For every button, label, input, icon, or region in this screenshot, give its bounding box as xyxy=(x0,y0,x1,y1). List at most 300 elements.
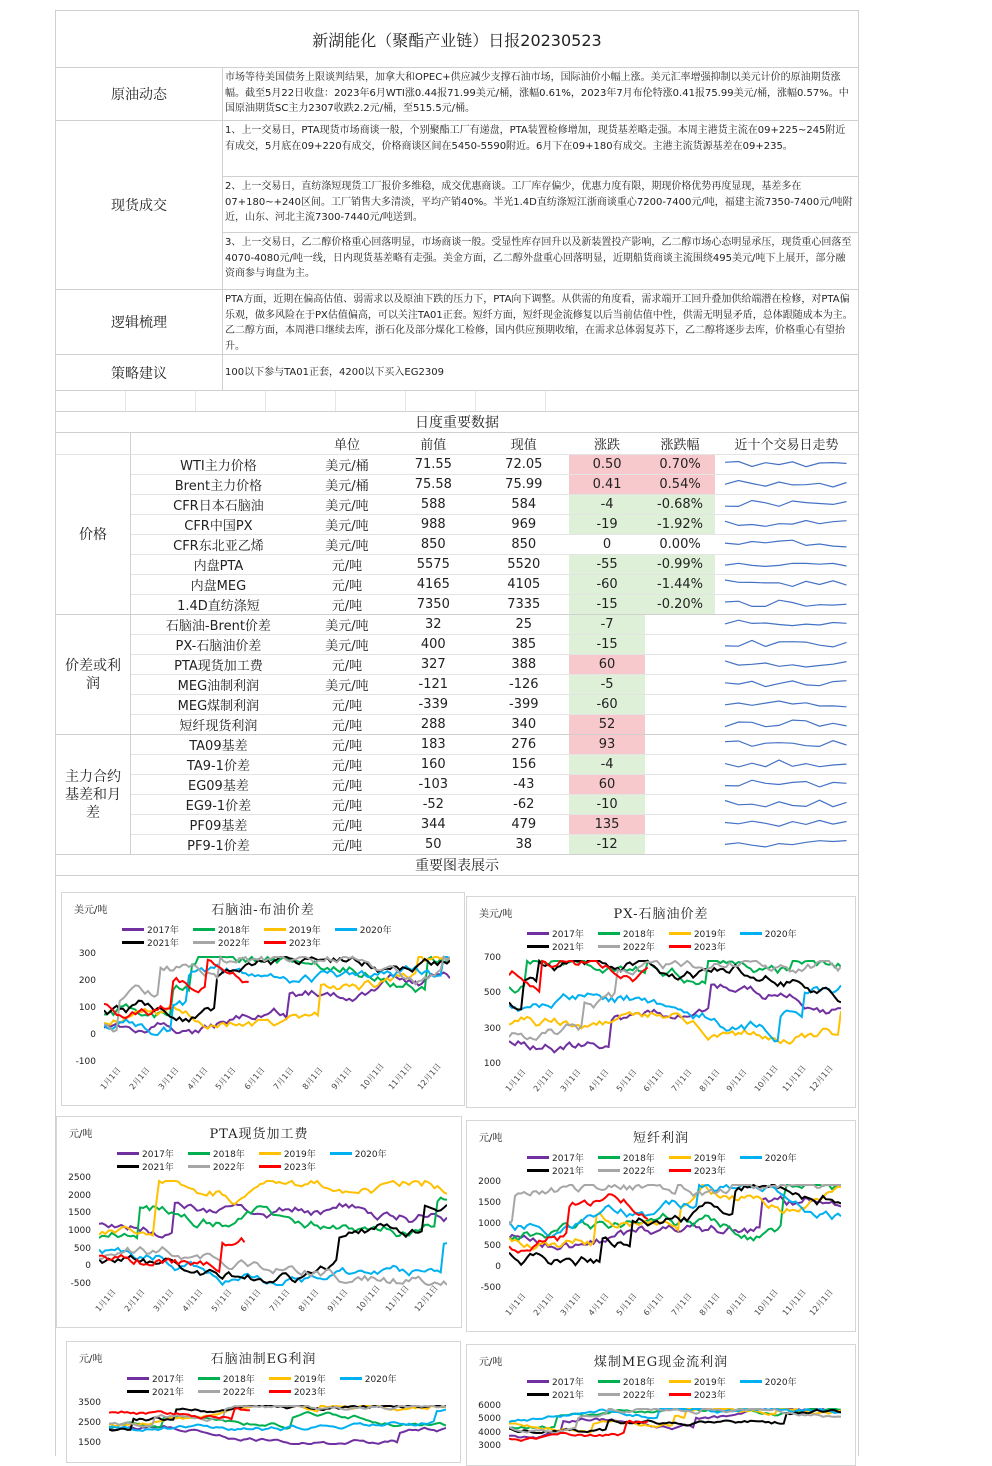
y-tick-label: -500 xyxy=(480,1283,501,1293)
y-tick-label: 2000 xyxy=(478,1177,501,1187)
x-tick-label: 1月1日 xyxy=(98,1065,123,1092)
metric-unit: 元/吨 xyxy=(306,835,388,855)
table-row xyxy=(56,675,858,695)
curr-value: 5520 xyxy=(479,555,569,575)
prev-value: -103 xyxy=(388,775,478,795)
sparkline-path xyxy=(725,780,847,787)
legend-swatch xyxy=(193,941,215,944)
change-pct xyxy=(645,795,715,815)
x-tick-label: 3月1日 xyxy=(559,1067,583,1094)
change-pct: -0.68% xyxy=(645,495,715,515)
legend-item xyxy=(330,1147,387,1160)
legend-label: 2017年 xyxy=(142,1150,174,1160)
legend-label: 2022年 xyxy=(622,1167,655,1177)
y-tick-label: 700 xyxy=(483,953,501,963)
change-value: -7 xyxy=(569,615,645,635)
chart-panel xyxy=(61,892,465,1106)
legend-label: 2023年 xyxy=(283,1163,316,1173)
x-tick-label: 1月1日 xyxy=(503,1291,528,1318)
curr-value: -399 xyxy=(479,695,569,715)
trend-sparkline xyxy=(715,515,858,535)
curr-value: 340 xyxy=(479,715,569,735)
metric-name: Brent主力价格 xyxy=(131,475,306,495)
chart-title: 石脑油-布油价差 xyxy=(211,903,315,918)
metric-unit: 元/吨 xyxy=(306,815,388,835)
spacer-row xyxy=(56,391,858,412)
curr-value: 7335 xyxy=(479,595,569,615)
legend-item xyxy=(598,940,655,953)
chart-title: PTA现货加工费 xyxy=(209,1127,309,1142)
metric-unit: 美元/桶 xyxy=(306,455,388,475)
change-pct xyxy=(645,735,715,755)
table-row xyxy=(56,575,858,595)
legend-swatch xyxy=(122,941,144,944)
y-tick-label: 500 xyxy=(73,1243,91,1254)
legend-label: 2020年 xyxy=(359,926,392,936)
metric-name: 内盘MEG xyxy=(131,575,306,595)
legend-item xyxy=(740,1151,797,1164)
curr-value: -126 xyxy=(479,675,569,695)
metric-unit: 美元/吨 xyxy=(306,615,388,635)
prev-value: 344 xyxy=(388,815,478,835)
y-tick-label: 1500 xyxy=(478,1198,501,1209)
x-tick-label: 9月1日 xyxy=(329,1065,354,1092)
legend-label: 2017年 xyxy=(152,1375,184,1385)
legend-label: 2017年 xyxy=(147,926,179,936)
change-value: 60 xyxy=(569,655,645,675)
legend-label: 2023年 xyxy=(293,1388,326,1398)
legend-swatch xyxy=(598,1169,620,1172)
legend-swatch xyxy=(269,1377,291,1380)
y-tick-label: 3500 xyxy=(78,1398,101,1408)
y-tick-label: 1500 xyxy=(78,1438,101,1448)
legend-swatch xyxy=(669,1380,691,1383)
y-tick-label: -500 xyxy=(70,1279,91,1289)
legend-label: 2022年 xyxy=(212,1163,245,1173)
x-tick-label: 1月1日 xyxy=(93,1287,118,1314)
legend-label: 2022年 xyxy=(622,1391,655,1401)
change-value: -4 xyxy=(569,495,645,515)
metric-unit: 美元/吨 xyxy=(306,515,388,535)
legend-label: 2020年 xyxy=(354,1150,387,1160)
change-value: -55 xyxy=(569,555,645,575)
y-tick-label: 1000 xyxy=(68,1226,91,1236)
y-tick-label: 5000 xyxy=(478,1414,501,1425)
spot-meg-text: 3、上一交易日，乙二醇价格重心回落明显，市场商谈一般。受显性库存回升以及新装置投产影响，乙二醇市场心态明显承压，现货重心回落至4070-4080元/吨一线，日内现货基差略有走强。美金方面，乙二醇外盘重心回落明显，近期船货商谈主流围绕495美元/吨下上展开，部分融资商参与询盘为主。 xyxy=(225,237,852,279)
col-curr: 现值 xyxy=(479,433,569,455)
curr-value: 75.99 xyxy=(479,475,569,495)
legend-label: 2021年 xyxy=(142,1163,174,1173)
trend-sparkline xyxy=(715,695,858,715)
y-tick-label: 4000 xyxy=(478,1427,501,1438)
strategy-section xyxy=(56,355,858,391)
legend-item xyxy=(527,940,584,953)
change-pct xyxy=(645,675,715,695)
prev-value: 327 xyxy=(388,655,478,675)
legend-item xyxy=(127,1372,184,1385)
change-value: 93 xyxy=(569,735,645,755)
change-pct xyxy=(645,655,715,675)
x-tick-label: 5月1日 xyxy=(614,1291,639,1318)
change-value: -60 xyxy=(569,575,645,595)
metric-unit: 元/吨 xyxy=(306,695,388,715)
change-value: -10 xyxy=(569,795,645,815)
table-row xyxy=(56,595,858,615)
legend-swatch xyxy=(527,1169,549,1172)
legend-label: 2019年 xyxy=(693,930,726,940)
trend-sparkline xyxy=(715,755,858,775)
legend-item xyxy=(127,1385,184,1398)
prev-value: 75.58 xyxy=(388,475,478,495)
legend-swatch xyxy=(598,1393,620,1396)
legend-item xyxy=(527,1151,584,1164)
legend-swatch xyxy=(598,1156,620,1159)
change-value: 60 xyxy=(569,775,645,795)
x-tick-label: 12月1日 xyxy=(412,1283,440,1314)
legend-item xyxy=(340,1372,397,1385)
trend-sparkline xyxy=(715,615,858,635)
legend-label: 2017年 xyxy=(552,1378,584,1388)
chart-title: PX-石脑油价差 xyxy=(613,907,709,922)
x-tick-label: 8月1日 xyxy=(300,1065,325,1092)
y-tick-label: 6000 xyxy=(478,1401,501,1411)
x-tick-label: 8月1日 xyxy=(296,1287,321,1314)
metric-unit: 元/吨 xyxy=(306,655,388,675)
change-pct xyxy=(645,715,715,735)
chart-unit: 元/吨 xyxy=(69,1129,93,1140)
x-tick-label: 11月1日 xyxy=(387,1061,415,1092)
y-tick-label: 300 xyxy=(483,1023,501,1034)
metric-unit: 元/吨 xyxy=(306,575,388,595)
group-label: 价格 xyxy=(56,455,131,615)
daily-data-title: 日度重要数据 xyxy=(56,412,858,433)
metric-name: MEG油制利润 xyxy=(131,675,306,695)
legend-swatch xyxy=(117,1152,139,1155)
curr-value: 850 xyxy=(479,535,569,555)
daily-data-table xyxy=(56,433,858,855)
series-line-2018 xyxy=(104,957,450,1017)
daily-header-row xyxy=(56,433,858,455)
legend-swatch xyxy=(188,1152,210,1155)
y-tick-label: 1500 xyxy=(68,1208,91,1219)
legend-item xyxy=(527,1388,584,1401)
chart-panel xyxy=(466,896,856,1108)
series-line-2021 xyxy=(99,1205,447,1283)
legend-label: 2023年 xyxy=(693,1167,726,1177)
trend-sparkline xyxy=(715,455,858,475)
metric-name: MEG煤制利润 xyxy=(131,695,306,715)
legend-swatch xyxy=(740,1380,762,1383)
sparkline-path xyxy=(725,600,847,606)
trend-sparkline xyxy=(715,535,858,555)
sparkline-path xyxy=(725,840,847,846)
metric-name: 石脑油-Brent价差 xyxy=(131,615,306,635)
change-value: 0.41 xyxy=(569,475,645,495)
legend-label: 2017年 xyxy=(552,1154,584,1164)
x-tick-label: 3月1日 xyxy=(156,1065,181,1092)
prev-value: 50 xyxy=(388,835,478,855)
table-row xyxy=(56,515,858,535)
legend-label: 2019年 xyxy=(693,1154,726,1164)
legend-item xyxy=(669,1151,726,1164)
sparkline-path xyxy=(725,480,847,487)
metric-unit: 美元/吨 xyxy=(306,635,388,655)
change-value: -4 xyxy=(569,755,645,775)
chart-unit: 元/吨 xyxy=(479,1357,503,1368)
x-tick-label: 6月1日 xyxy=(238,1287,263,1314)
legend-swatch xyxy=(527,1393,549,1396)
y-tick-label: 2500 xyxy=(68,1173,91,1183)
trend-sparkline xyxy=(715,675,858,695)
change-pct xyxy=(645,635,715,655)
table-row xyxy=(56,455,858,475)
metric-unit: 元/吨 xyxy=(306,735,388,755)
change-value: -5 xyxy=(569,675,645,695)
trend-sparkline xyxy=(715,775,858,795)
metric-unit: 元/吨 xyxy=(306,715,388,735)
crude-text: 市场等待美国债务上限谈判结果，加拿大和OPEC+供应减少支撑石油市场，国际油价小幅上涨。美元汇率增强抑制以美元计价的原油期货涨幅。截至5月22日收盘：2023年6月WTI涨0.44报71.99美元/桶，涨幅0.61%，2023年7月布伦特涨0.41报75.99美元/桶，涨幅0.57%。中国原油期货SC主力2307收跌2.2元/桶，至515.5元/桶。 xyxy=(225,72,849,114)
logic-section xyxy=(56,290,858,355)
x-tick-label: 9月1日 xyxy=(725,1067,749,1094)
trend-sparkline xyxy=(715,495,858,515)
legend-label: 2020年 xyxy=(764,930,797,940)
legend-swatch xyxy=(669,1156,691,1159)
legend-swatch xyxy=(340,1377,362,1380)
x-tick-label: 4月1日 xyxy=(586,1067,611,1094)
metric-name: CFR中国PX xyxy=(131,515,306,535)
legend-item xyxy=(117,1147,174,1160)
logic-text: PTA方面，近期在偏高估值、弱需求以及原油下跌的压力下，PTA向下调整。从供需的角度看，需求端开工回升叠加供给端潜在检修，对PTA偏乐观，做多风险在于PX估值偏高，可以关注TA01正套。短纤方面，短纤现金流修复以后当前估值中性，供需无明显矛盾，总体跟随成本为主。乙二醇方面，本周港口继续去库，浙石化及部分煤化工检修，国内供应预期收缩，在需求总体弱复苏下，乙二醇将逐步去库，价格重心有望抬升。 xyxy=(225,294,853,352)
change-pct xyxy=(645,835,715,855)
y-tick-label: 100 xyxy=(483,1059,501,1069)
legend-item xyxy=(198,1385,255,1398)
curr-value: 72.05 xyxy=(479,455,569,475)
legend-swatch xyxy=(527,1380,549,1383)
chart-legend xyxy=(527,927,845,953)
legend-item xyxy=(527,1164,584,1177)
legend-swatch xyxy=(264,928,286,931)
sparkline-path xyxy=(725,640,847,647)
x-tick-label: 5月1日 xyxy=(614,1067,639,1094)
change-pct: 0.70% xyxy=(645,455,715,475)
curr-value: 388 xyxy=(479,655,569,675)
chart-legend xyxy=(117,1147,451,1173)
legend-swatch xyxy=(198,1377,220,1380)
legend-label: 2018年 xyxy=(622,1378,655,1388)
change-pct: -0.99% xyxy=(645,555,715,575)
prev-value: 7350 xyxy=(388,595,478,615)
sparkline-path xyxy=(725,461,847,466)
sparkline-path xyxy=(725,760,847,767)
trend-sparkline xyxy=(715,815,858,835)
change-pct xyxy=(645,815,715,835)
metric-name: 1.4D直纺涤短 xyxy=(131,595,306,615)
series-line-2023 xyxy=(509,961,648,992)
spot-pf-text: 2、上一交易日，直纺涤短现货工厂报价多维稳，成交优惠商谈。工厂库存偏少，优惠力度有限，期现价格优势再度显现，基差多在07+180~+240区间。工厂销售大多清淡，平均产销40%。半光1.4D直纺涤短江浙商谈重心7200-7400元/吨，福建主流7350-7400元/吨附近，山东、河北主流7300-7440元/吨送到。 xyxy=(223,177,858,233)
legend-swatch xyxy=(740,932,762,935)
legend-item xyxy=(669,940,726,953)
legend-swatch xyxy=(198,1390,220,1393)
change-pct: -1.92% xyxy=(645,515,715,535)
series-line-2020 xyxy=(99,1243,447,1285)
chart-unit: 美元/吨 xyxy=(479,909,513,920)
change-value: -19 xyxy=(569,515,645,535)
trend-sparkline xyxy=(715,595,858,615)
strategy-label: 策略建议 xyxy=(56,355,223,390)
legend-item xyxy=(598,1388,655,1401)
legend-item xyxy=(740,1375,797,1388)
table-row xyxy=(56,715,858,735)
table-row xyxy=(56,615,858,635)
series-line-2021 xyxy=(509,961,841,1010)
change-pct: -1.44% xyxy=(645,575,715,595)
legend-swatch xyxy=(122,928,144,931)
y-tick-label: 0 xyxy=(85,1261,91,1272)
logic-label: 逻辑梳理 xyxy=(56,290,223,354)
legend-swatch xyxy=(527,1156,549,1159)
legend-label: 2018年 xyxy=(622,930,655,940)
prev-value: 288 xyxy=(388,715,478,735)
trend-sparkline xyxy=(715,635,858,655)
change-pct xyxy=(645,615,715,635)
legend-item xyxy=(259,1160,316,1173)
y-tick-label: -100 xyxy=(75,1057,96,1067)
x-tick-label: 4月1日 xyxy=(180,1287,205,1314)
legend-label: 2017年 xyxy=(552,930,584,940)
metric-name: EG09基差 xyxy=(131,775,306,795)
prev-value: 5575 xyxy=(388,555,478,575)
legend-item xyxy=(198,1372,255,1385)
table-row xyxy=(56,495,858,515)
sparkline-path xyxy=(725,660,847,666)
table-row xyxy=(56,735,858,755)
x-tick-label: 10月1日 xyxy=(354,1283,382,1314)
x-tick-label: 12月1日 xyxy=(415,1061,443,1092)
crude-label: 原油动态 xyxy=(56,68,223,120)
metric-name: EG9-1价差 xyxy=(131,795,306,815)
legend-item xyxy=(527,927,584,940)
legend-label: 2020年 xyxy=(364,1375,397,1385)
prev-value: -339 xyxy=(388,695,478,715)
chart-panel xyxy=(56,1116,462,1328)
change-value: -60 xyxy=(569,695,645,715)
spot-section xyxy=(56,121,858,290)
chart-panel xyxy=(66,1341,461,1463)
legend-item xyxy=(527,1375,584,1388)
x-tick-label: 7月1日 xyxy=(669,1067,694,1094)
x-tick-label: 4月1日 xyxy=(586,1291,611,1318)
col-trend: 近十个交易日走势 xyxy=(715,433,858,455)
chart-legend xyxy=(127,1372,450,1398)
legend-swatch xyxy=(669,945,691,948)
legend-item xyxy=(740,927,797,940)
metric-name: 短纤现货利润 xyxy=(131,715,306,735)
table-row xyxy=(56,815,858,835)
legend-item xyxy=(122,936,179,949)
metric-unit: 美元/吨 xyxy=(306,675,388,695)
legend-item xyxy=(669,927,726,940)
strategy-text: 100以下参与TA01正套，4200以下买入EG2309 xyxy=(225,366,444,378)
report-sheet xyxy=(55,10,859,1456)
legend-label: 2021年 xyxy=(552,943,584,953)
legend-label: 2019年 xyxy=(693,1378,726,1388)
col-unit: 单位 xyxy=(306,433,388,455)
legend-label: 2018年 xyxy=(212,1150,245,1160)
crude-section xyxy=(56,68,858,121)
legend-label: 2023年 xyxy=(693,943,726,953)
legend-label: 2019年 xyxy=(293,1375,326,1385)
chart-title: 石脑油制EG利润 xyxy=(210,1352,317,1367)
y-tick-label: 0 xyxy=(495,1261,501,1272)
change-value: 0 xyxy=(569,535,645,555)
metric-name: 内盘PTA xyxy=(131,555,306,575)
chart-plot xyxy=(104,955,450,1067)
legend-swatch xyxy=(193,928,215,931)
legend-label: 2020年 xyxy=(764,1378,797,1388)
legend-label: 2018年 xyxy=(622,1154,655,1164)
legend-swatch xyxy=(740,1156,762,1159)
y-tick-label: 1000 xyxy=(478,1219,501,1230)
group-label: 价差或利润 xyxy=(56,615,131,735)
y-tick-label: 500 xyxy=(483,988,501,999)
x-tick-label: 5月1日 xyxy=(209,1287,234,1314)
col-prev: 前值 xyxy=(388,433,478,455)
x-tick-label: 7月1日 xyxy=(267,1287,292,1314)
prev-value: -52 xyxy=(388,795,478,815)
metric-name: TA9-1价差 xyxy=(131,755,306,775)
legend-swatch xyxy=(527,945,549,948)
change-pct xyxy=(645,775,715,795)
trend-sparkline xyxy=(715,555,858,575)
legend-label: 2020年 xyxy=(764,1154,797,1164)
y-tick-label: 200 xyxy=(78,976,96,986)
legend-swatch xyxy=(259,1165,281,1168)
change-value: 52 xyxy=(569,715,645,735)
sparkline-path xyxy=(725,580,847,586)
legend-item xyxy=(335,923,392,936)
legend-swatch xyxy=(669,932,691,935)
table-row xyxy=(56,755,858,775)
charts-title: 重要图表展示 xyxy=(56,855,858,876)
prev-value: 588 xyxy=(388,495,478,515)
chart-title: 煤制MEG现金流利润 xyxy=(593,1355,729,1370)
report-title: 新湖能化（聚酯产业链）日报20230523 xyxy=(56,10,858,68)
prev-value: 183 xyxy=(388,735,478,755)
chart-legend xyxy=(527,1151,845,1177)
metric-unit: 元/吨 xyxy=(306,555,388,575)
sparkline-path xyxy=(725,820,847,826)
metric-unit: 元/吨 xyxy=(306,775,388,795)
spot-label: 现货成交 xyxy=(56,121,223,289)
metric-unit: 元/吨 xyxy=(306,595,388,615)
metric-unit: 美元/桶 xyxy=(306,475,388,495)
trend-sparkline xyxy=(715,715,858,735)
y-tick-label: 100 xyxy=(78,1003,96,1013)
curr-value: 38 xyxy=(479,835,569,855)
y-tick-label: 3000 xyxy=(478,1441,501,1451)
chart-plot xyxy=(109,1404,446,1448)
sparkline-path xyxy=(725,720,847,727)
legend-swatch xyxy=(117,1165,139,1168)
legend-item xyxy=(669,1164,726,1177)
chart-plot xyxy=(509,959,841,1069)
trend-sparkline xyxy=(715,475,858,495)
metric-unit: 美元/吨 xyxy=(306,495,388,515)
prev-value: -121 xyxy=(388,675,478,695)
x-tick-label: 11月1日 xyxy=(780,1287,808,1318)
sparkline-path xyxy=(725,701,847,707)
legend-swatch xyxy=(669,1393,691,1396)
